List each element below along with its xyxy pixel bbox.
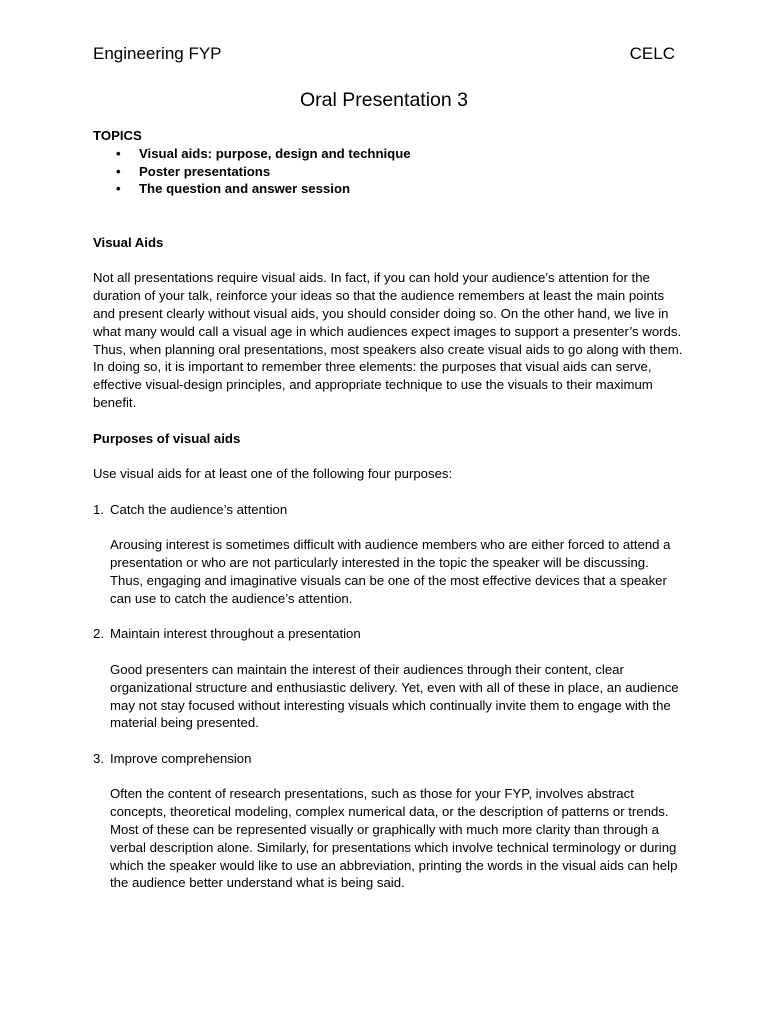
topic-item [93,163,683,181]
topic-item [93,145,683,163]
purpose-title: Catch the audience’s attention [110,501,288,517]
bullet-icon: • [116,181,121,197]
purpose-title: Improve comprehension [110,750,252,766]
topic-item-label: Poster presentations [139,163,271,179]
topic-item [93,180,683,198]
header-course: Engineering FYP [93,44,222,63]
purpose-number: 2. [93,626,104,642]
purpose-number: 3. [93,750,104,766]
bullet-icon: • [116,145,121,161]
header-department: CELC [629,44,675,63]
purpose-body: Arousing interest is sometimes difficult with audience members who are either forced to attend a presentation or who are not particularly interested in the topic the speaker will be discussing. Thus, engaging and imaginative visuals can be one of the most effective devices that a speaker can use to catch the audience’s attention. [110,537,671,606]
topics-list [93,145,683,198]
purpose-item [93,501,683,608]
topic-item-label: The question and answer session [139,181,351,197]
visual-aids-heading: Visual Aids [93,234,164,250]
purpose-item [93,750,683,892]
purposes-intro: Use visual aids for at least one of the following four purposes: [93,466,453,482]
document-body [93,127,683,892]
topic-item-label: Visual aids: purpose, design and technique [139,145,411,161]
purpose-number: 1. [93,501,104,517]
visual-aids-paragraph: Not all presentations require visual aids. In fact, if you can hold your audience’s attention for the duration of your talk, reinforce your ideas so that the audience remembers at least the main points and present clearly without visual aids, you should consider doing so. On the other hand, we live in what many would call a visual age in which audiences expect images to support a presenter’s words. Thus, when planning oral presentations, most speakers also create visual aids to go along with them. In doing so, it is important to remember three elements: the purposes that visual aids can serve, effective visual-design principles, and appropriate technique to use the visuals to their maximum benefit. [93,270,683,410]
purposes-heading: Purposes of visual aids [93,430,241,446]
topics-label: TOPICS [93,128,142,143]
purpose-body: Good presenters can maintain the interest of their audiences through their content, clear organizational structure and enthusiastic delivery. Yet, even with all of these in place, an audience may not stay focused without interesting visuals which continually invite them to engage with the material being presented. [110,661,679,731]
purpose-item [93,625,683,732]
page-title: Oral Presentation 3 [299,89,468,111]
bullet-icon: • [116,163,121,179]
purpose-title: Maintain interest throughout a presentation [110,626,361,642]
purpose-body: Often the content of research presentations, such as those for your FYP, involves abstract concepts, theoretical modeling, complex numerical data, or the description of patterns or trends. Most of these can be represented visually or graphically with much more clarity than through a verbal description alone. Similarly, for presentations which involve technical terminology or during which the speaker would like to use an abbreviation, printing the words in the visual aids can help the audience better understand what is being said. [110,786,678,891]
